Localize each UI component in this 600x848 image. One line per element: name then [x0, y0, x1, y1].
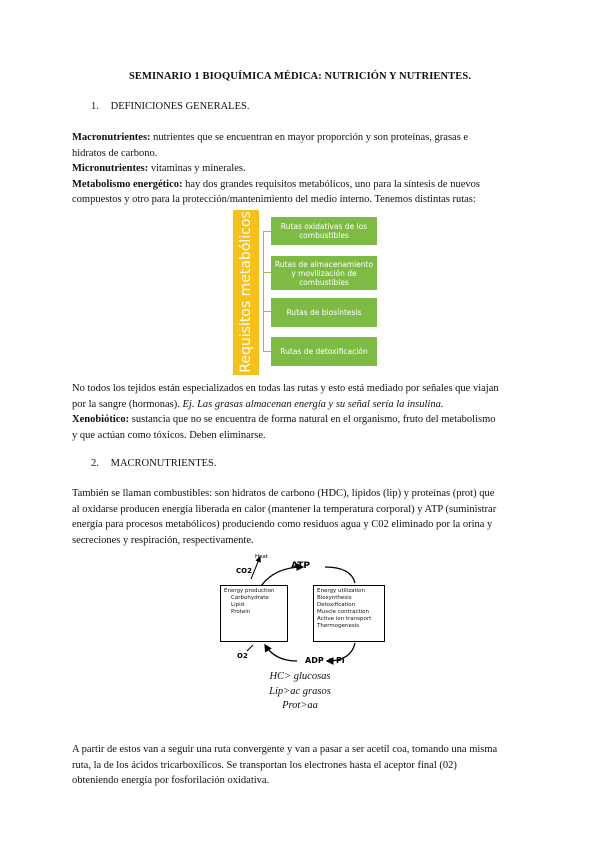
production-title: Energy production	[224, 588, 275, 594]
macro-text-2: hidratos de carbono.	[72, 147, 158, 159]
o2-link	[247, 645, 253, 651]
section-label: DEFINICIONES GENERALES.	[110, 101, 250, 112]
vertical-label: Requisitos metabólicos	[238, 211, 254, 373]
route-box-almacenamiento: Rutas de almacenamiento y movilización de combustibles	[271, 256, 377, 290]
atp-curve	[325, 567, 355, 583]
tejidos-example: Ej. Las grasas almacenan energía y su señal sería la insulina.	[182, 398, 444, 410]
tejidos-block	[72, 381, 529, 443]
micro-text: vitaminas y minerales.	[150, 163, 246, 175]
vertical-label-bar	[233, 210, 259, 375]
o2-label: O2	[237, 652, 248, 660]
section-number: 1.	[91, 101, 99, 112]
route-box-oxidativas: Rutas oxidativas de los combustibles	[271, 217, 377, 245]
bottom-arrow	[265, 645, 297, 661]
combustibles-line-3: energía para procesos metabólicos) produciendo como residuos agua y C02 eliminado por la orina y	[72, 519, 493, 531]
combustibles-block	[72, 486, 529, 548]
macro-line-1	[72, 130, 529, 146]
metab-term: Metabolismo energético:	[72, 178, 183, 190]
micro-line	[72, 161, 529, 177]
heat-label: Heat	[255, 554, 269, 560]
page-title: SEMINARIO 1 BIOQUÍMICA MÉDICA: NUTRICIÓN Y NUTRIENTES.	[128, 71, 472, 82]
xeno-line-2: y que actúan como tóxicos. Deben eliminarse.	[72, 429, 266, 441]
final-line-2: ruta, la de los ácidos tricarboxílicos. Se transportan los electrones hasta el aceptor final (02)	[72, 759, 457, 771]
final-block	[72, 742, 529, 789]
energy-production-box: Energy production Carbohydrate Lipid Protein	[220, 585, 288, 642]
route-box-biosintesis: Rutas de biosíntesis	[271, 298, 377, 327]
conversion-prot: Prot>aa	[282, 700, 318, 711]
conversion-hc: HC> glucosas	[269, 671, 331, 682]
definitions-block	[72, 130, 529, 208]
section-heading-definiciones	[91, 101, 249, 112]
final-line-3: obteniendo energía por fosforilación oxidativa.	[72, 775, 270, 787]
combustibles-line-2: al oxidarse producen energía liberada en calor (mantener la temperatura corporal) y ATP (suministrar	[72, 503, 497, 515]
micro-term: Micronutrientes:	[72, 163, 149, 175]
section-heading-macronutrientes	[91, 458, 217, 469]
combustibles-line-1: También se llaman combustibles: son hidratos de carbono (HDC), lípidos (lip) y proteínas (prot) que	[72, 488, 495, 499]
section-number: 2.	[91, 458, 99, 469]
metab-line-1	[72, 177, 529, 193]
xeno-line-1: Xenobiótico: sustancia que no se encuentra de forma natural en el organismo, fruto del metabolismo	[72, 414, 496, 426]
connector-line	[263, 231, 271, 352]
xeno-term: Xenobiótico:	[72, 414, 130, 426]
section-label: MACRONUTRIENTES.	[110, 458, 217, 469]
tejidos-line-2: por la sangre (hormonas). Ej. Las grasas almacenan energía y su señal sería la insulina.	[72, 398, 444, 410]
macro-text-1: nutrientes que se encuentran en mayor proporción y son proteínas, grasas e	[153, 132, 469, 143]
tejidos-line-1: No todos los tejidos están especializados en todas las rutas y esto está mediado por señales que viajan	[72, 383, 499, 394]
energy-cycle-diagram	[215, 553, 390, 668]
metab-text-2: compuestos y otro para la protección/mantenimiento del medio interno. Tenemos distintas rutas:	[72, 194, 476, 206]
heat-arrow	[251, 557, 260, 579]
co2-label: CO2	[236, 567, 252, 575]
metabolic-requirements-diagram	[233, 210, 381, 375]
utilization-title: Energy utilization	[317, 588, 366, 594]
adp-label: ADP + Pi	[305, 656, 345, 665]
final-line-1: A partir de estos van a seguir una ruta convergente y van a pasar a ser acetil coa, tomando una misma	[72, 744, 498, 755]
atp-label: ATP	[291, 561, 311, 571]
energy-utilization-box: Energy utilization Biosynthesis Detoxification Muscle contraction Active ion transport Thermogenesis	[313, 585, 385, 642]
route-box-detoxificacion: Rutas de detoxificación	[271, 337, 377, 366]
macro-term: Macronutrientes:	[72, 132, 151, 143]
metab-text-1: hay dos grandes requisitos metabólicos, uno para la síntesis de nuevos	[185, 178, 480, 190]
conversion-lip: Lip>ac grasos	[269, 686, 331, 697]
combustibles-line-4: secreciones y respiración, respectivamente.	[72, 534, 254, 546]
